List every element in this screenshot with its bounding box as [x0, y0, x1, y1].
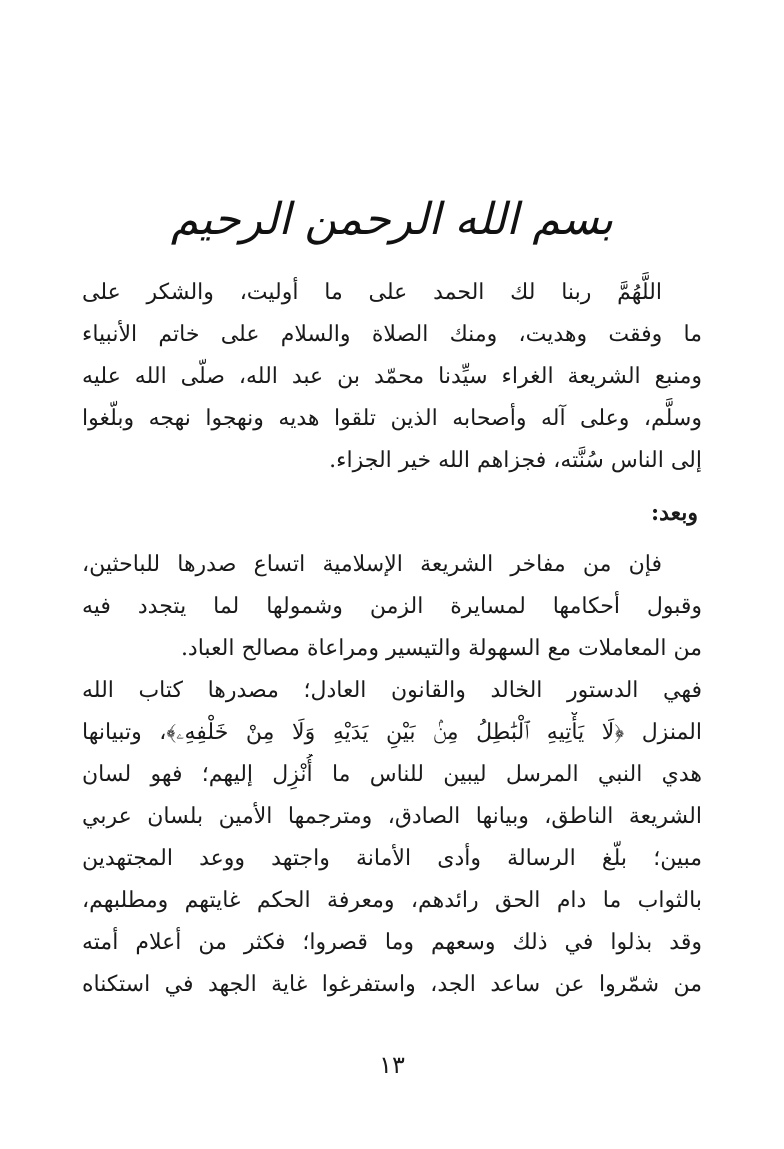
text-line: ما وفقت وهديت، ومنك الصلاة والسلام على خاتم الأنبياء	[82, 322, 702, 347]
text-line: من المعاملات مع السهولة والتيسير ومراعاة مصالح العباد.	[180, 636, 702, 661]
text-line: المنزل ﴿لَا يَأْتِيهِ ٱلْبَٰطِلُ مِنۢ بَيْنِ يَدَيْهِ وَلَا مِنْ خَلْفِهِۦ﴾، وتبيانها	[82, 720, 702, 745]
text-line: فهي الدستور الخالد والقانون العادل؛ مصدرها كتاب الله	[82, 678, 702, 703]
text-line: بالثواب ما دام الحق رائدهم، ومعرفة الحكم غايتهم ومطلبهم،	[82, 888, 702, 913]
text-line: مبين؛ بلّغ الرسالة وأدى الأمانة واجتهد ووعد المجتهدين	[82, 846, 702, 871]
page-body	[82, 272, 702, 1006]
section-heading: وبعد:	[650, 500, 698, 526]
basmala-calligraphy: بسم الله الرحمن الرحيم	[170, 194, 614, 245]
text-line: الشريعة الناطق، وبيانها الصادق، ومترجمها الأمين بلسان عربي	[82, 804, 702, 829]
text-line: هدي النبي المرسل ليبين للناس ما أُنْزِل إليهم؛ فهو لسان	[82, 762, 702, 787]
text-line: اللَّهُمَّ ربنا لك الحمد على ما أوليت، والشكر على	[82, 280, 662, 305]
text-line: وقد بذلوا في ذلك وسعهم وما قصروا؛ فكثر من أعلام أمته	[82, 930, 702, 955]
text-line: من شمّروا عن ساعد الجد، واستفرغوا غاية الجهد في استكناه	[82, 972, 702, 997]
text-line: فإن من مفاخر الشريعة الإسلامية اتساع صدرها للباحثين،	[82, 552, 662, 577]
text-line: وقبول أحكامها لمسايرة الزمن وشمولها لما يتجدد فيه	[82, 594, 702, 619]
text-line: ومنبع الشريعة الغراء سيِّدنا محمّد بن عبد الله، صلّى الله عليه	[82, 364, 702, 389]
text-line: إلى الناس سُنَّته، فجزاهم الله خير الجزاء.	[329, 448, 702, 473]
page-number: ١٣	[379, 1051, 405, 1079]
text-line: وسلَّم، وعلى آله وأصحابه الذين تلقوا هديه ونهجوا نهجه وبلّغوا	[82, 406, 702, 431]
